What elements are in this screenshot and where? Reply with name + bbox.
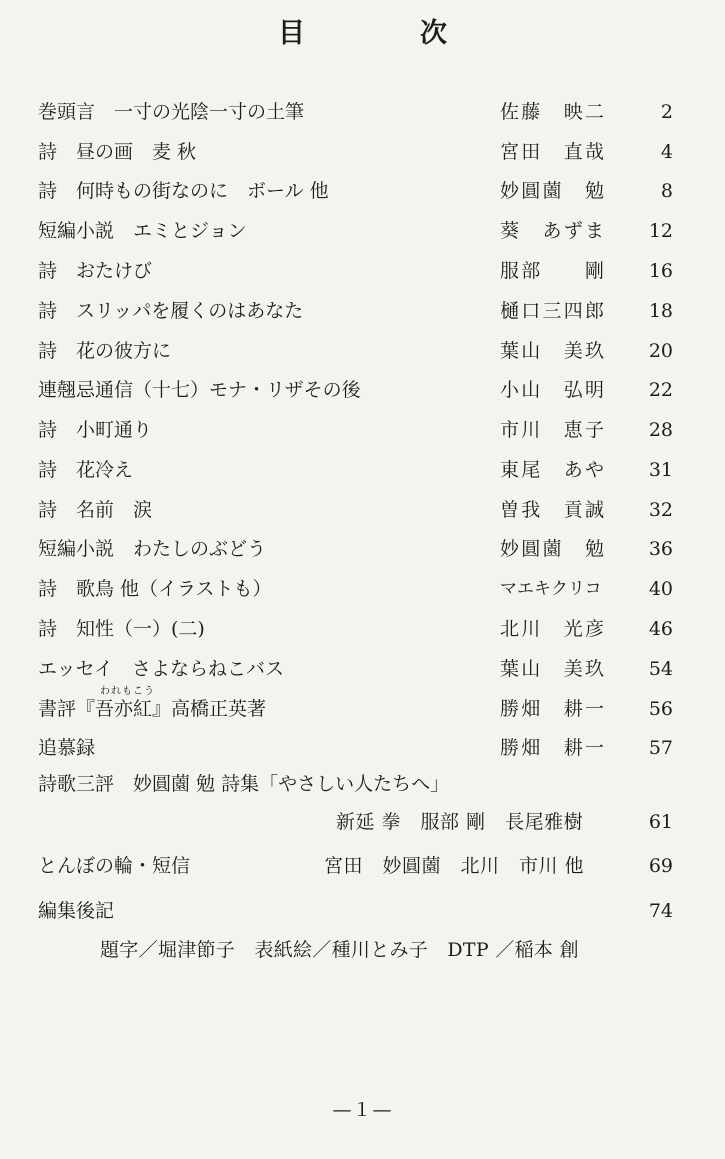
- toc-entry: [0, 891, 725, 931]
- entry-page: 12: [648, 220, 673, 242]
- toc-entry: [0, 764, 725, 804]
- entry-title: 連翹忌通信（十七）モナ・リザその後: [38, 379, 361, 401]
- entry-author: 北川 光彦: [500, 618, 604, 640]
- toc-entry: [0, 728, 725, 768]
- toc-entry: [0, 92, 725, 132]
- entry-title: 追慕録: [38, 737, 96, 759]
- entry-author: 新延 拳 服部 剛 長尾雅樹: [336, 811, 584, 833]
- toc-entry: [0, 132, 725, 172]
- entry-page: 18: [648, 300, 673, 322]
- entry-author: 小山 弘明: [500, 379, 604, 401]
- page-title: 目 次: [278, 18, 491, 49]
- entry-author: 曽我 貢誠: [500, 499, 604, 521]
- entry-page: 31: [648, 459, 673, 481]
- toc-entry: [0, 609, 725, 649]
- entry-author: 勝畑 耕一: [500, 737, 604, 759]
- entry-page: 69: [648, 855, 673, 877]
- entry-page: 8: [660, 180, 673, 202]
- entry-title: 詩 昼の画 麦 秋: [38, 141, 197, 163]
- entry-author: 東尾 あや: [500, 459, 604, 481]
- entry-author: 服部 剛: [500, 260, 604, 282]
- entry-title: 詩 花の彼方に: [38, 340, 172, 362]
- entry-author: 葵 あずま: [500, 220, 604, 242]
- toc-entry: [0, 410, 725, 450]
- entry-author: 佐藤 映二: [500, 101, 604, 123]
- entry-title: 詩 スリッパを履くのはあなた: [38, 300, 304, 322]
- entry-author: 宮田 妙圓薗 北川 市川 他: [324, 855, 585, 877]
- entry-title: 詩 歌鳥 他（イラストも）: [38, 578, 272, 600]
- toc-entry: [0, 331, 725, 371]
- entry-author: 葉山 美玖: [500, 658, 604, 680]
- entry-page: 20: [648, 340, 673, 362]
- entry-page: 54: [648, 658, 673, 680]
- toc-entry: [0, 490, 725, 530]
- entry-title: 詩歌三評 妙圓薗 勉 詩集「やさしい人たちへ」: [38, 773, 450, 795]
- entry-page: 2: [660, 101, 673, 123]
- entry-author: 樋口三四郎: [500, 300, 604, 322]
- entry-title: 詩 小町通り: [38, 419, 153, 441]
- toc-entry: [0, 846, 725, 886]
- entry-title: 詩 おたけび: [38, 260, 153, 282]
- entry-page: 61: [648, 811, 673, 833]
- entry-title: 編集後記: [38, 900, 115, 922]
- entry-author: 市川 恵子: [500, 419, 604, 441]
- entry-title: 詩 名前 涙: [38, 499, 153, 521]
- entry-page: 4: [660, 141, 673, 163]
- entry-page: 56: [648, 698, 673, 720]
- ruby-reading: われもこう: [100, 686, 155, 697]
- toc-entry: [0, 291, 725, 331]
- entry-title: 短編小説 わたしのぶどう: [38, 538, 267, 560]
- entry-page: 36: [648, 538, 673, 560]
- entry-title: 書評『吾亦紅』高橋正英著: [38, 698, 267, 720]
- toc-entry: [0, 450, 725, 490]
- entry-page: 28: [648, 419, 673, 441]
- entry-page: 22: [648, 379, 673, 401]
- entry-page: 16: [648, 260, 673, 282]
- toc-entry: [0, 171, 725, 211]
- toc-entry: [0, 370, 725, 410]
- entry-author: 妙圓薗 勉: [500, 538, 604, 560]
- toc-entry: [0, 802, 725, 842]
- entry-author: 妙圓薗 勉: [500, 180, 604, 202]
- toc-entry: [0, 649, 725, 689]
- entry-page: 74: [648, 900, 673, 922]
- entry-author: 勝畑 耕一: [500, 698, 604, 720]
- toc-entry: [0, 211, 725, 251]
- entry-title: 詩 何時もの街なのに ボール 他: [38, 180, 329, 202]
- entry-author: 葉山 美玖: [500, 340, 604, 362]
- page-number: —１—: [332, 1099, 393, 1121]
- entry-title: 詩 知性（一）(二): [38, 618, 205, 640]
- entry-title: エッセイ さよならねこバス: [38, 658, 285, 680]
- entry-author: マエキクリコ: [500, 579, 602, 599]
- entry-page: 32: [648, 499, 673, 521]
- toc-entry: [0, 689, 725, 729]
- entry-page: 40: [648, 578, 673, 600]
- entry-title: とんぼの輪・短信: [38, 855, 191, 877]
- toc-entry: [0, 569, 725, 609]
- entry-author: 宮田 直哉: [500, 141, 604, 163]
- credits-line: 題字／堀津節子 表紙絵／種川とみ子 DTP ／稲本 創: [100, 939, 579, 961]
- entry-page: 46: [648, 618, 673, 640]
- entry-title: 短編小説 エミとジョン: [38, 220, 247, 242]
- toc-entry: [0, 251, 725, 291]
- entry-title: 詩 花冷え: [38, 459, 134, 481]
- toc-entry: [0, 529, 725, 569]
- entry-title: 巻頭言 一寸の光陰一寸の土筆: [38, 101, 305, 123]
- entry-page: 57: [648, 737, 673, 759]
